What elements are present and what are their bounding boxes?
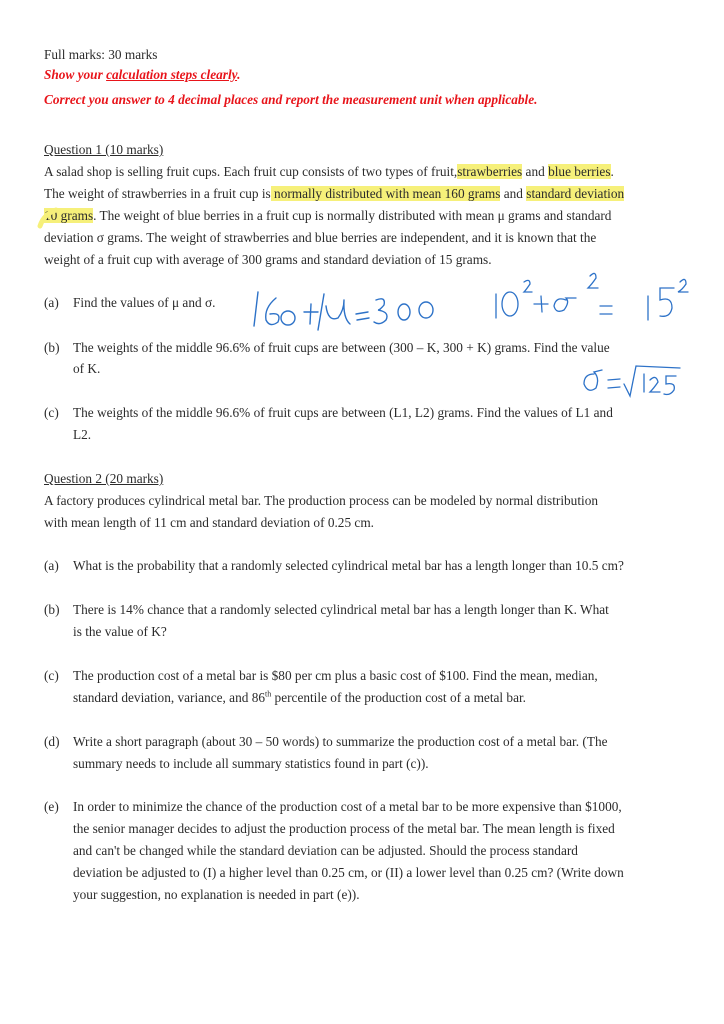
q2e-text-4: deviation be adjusted to (I) a higher level than 0.25 cm, or (II) a lower level than 0.25 cm? (Write down	[73, 865, 624, 880]
instruction-decimal-places: Correct you answer to 4 decimal places and report the measurement unit when applicable.	[44, 92, 538, 107]
q1c-text-2: L2.	[73, 427, 92, 442]
q2c-text-1: The production cost of a metal bar is $80 per cm plus a basic cost of $100. Find the mean, median,	[73, 668, 598, 683]
q1-line-5: weight of a fruit cup with average of 300 grams and standard deviation of 15 grams.	[44, 252, 492, 267]
q2e-label: (e)	[44, 799, 59, 814]
instruction-show-steps-underlined: calculation steps clearly	[106, 67, 238, 82]
q2c-text-2a: standard deviation, variance, and 86	[73, 690, 265, 705]
highlight-normal-mean: normally distributed with mean 160 grams	[270, 186, 501, 201]
full-marks: Full marks: 30 marks	[44, 47, 158, 62]
q1-text-b: The weight of strawberries in a fruit cup is	[44, 186, 271, 201]
handwritten-eq-160-mu-300	[254, 292, 433, 330]
q2e-text-3: and can't be changed while the standard deviation can be adjusted. Should the process standard	[73, 843, 578, 858]
q1b-text-2: of K.	[73, 361, 101, 376]
q1-text-period: .	[610, 164, 614, 179]
handwritten-eq-sqrt	[584, 366, 680, 396]
q2-heading: Question 2 (20 marks)	[44, 471, 164, 486]
instruction-show-steps-prefix: Show your	[44, 67, 107, 82]
q1-text-and-2: and	[500, 186, 527, 201]
q2d-text-1: Write a short paragraph (about 30 – 50 words) to summarize the production cost of a metal bar. (The	[73, 734, 608, 749]
q2a-label: (a)	[44, 558, 59, 573]
highlight-blue-berries: blue berries	[548, 164, 611, 179]
q2d-text-2: summary needs to include all summary statistics found in part (c)).	[73, 756, 429, 771]
q2c-superscript: th	[265, 689, 272, 699]
q1-text-a: A salad shop is selling fruit cups. Each fruit cup consists of two types of fruit,	[44, 164, 458, 179]
q1-line-4: deviation σ grams. The weight of strawberries and blue berries are independent, and it is known that the	[44, 230, 597, 245]
q2e-text-5: your suggestion, no explanation is needed in part (e)).	[73, 887, 360, 902]
q2b-text-1: There is 14% chance that a randomly selected cylindrical metal bar has a length longer than K. What	[73, 602, 609, 617]
highlight-standard-deviation: standard deviation	[526, 186, 625, 201]
q1-text-and: and	[522, 164, 549, 179]
highlight-strawberries: strawberries	[457, 164, 523, 179]
highlighter-swoosh	[40, 210, 56, 226]
q2a-text: What is the probability that a randomly selected cylindrical metal bar has a length longer than 10.5 cm?	[73, 558, 624, 573]
q1a-label: (a)	[44, 295, 59, 310]
q1-text-c: . The weight of blue berries in a fruit cup is normally distributed with mean μ grams and standard	[93, 208, 612, 223]
q2e-text-1: In order to minimize the chance of the production cost of a metal bar to be more expensive than $1000,	[73, 799, 622, 814]
q2-line-2: with mean length of 11 cm and standard deviation of 0.25 cm.	[44, 515, 375, 530]
handwritten-eq-variance	[496, 273, 688, 320]
q1b-label: (b)	[44, 340, 60, 355]
q1c-label: (c)	[44, 405, 59, 420]
q2-line-1: A factory produces cylindrical metal bar. The production process can be modeled by normal distribution	[44, 493, 599, 508]
q1c-text-1: The weights of the middle 96.6% of fruit cups are between (L1, L2) grams. Find the values of L1 and	[73, 405, 613, 420]
q2c-label: (c)	[44, 668, 59, 683]
q2d-label: (d)	[44, 734, 60, 749]
q2e-text-2: the senior manager decides to adjust the production process of the metal bar. The mean length is fixed	[73, 821, 615, 836]
q1b-text-1: The weights of the middle 96.6% of fruit cups are between (300 – K, 300 + K) grams. Find the value	[73, 340, 610, 355]
q1a-text: Find the values of μ and σ.	[73, 295, 216, 310]
q2b-text-2: is the value of K?	[73, 624, 167, 639]
highlight-10-grams: 10 grams	[44, 208, 94, 223]
q1-heading: Question 1 (10 marks)	[44, 142, 164, 157]
instruction-show-steps-suffix: .	[237, 67, 241, 82]
q2c-text-2b: percentile of the production cost of a metal bar.	[271, 690, 526, 705]
q2b-label: (b)	[44, 602, 60, 617]
